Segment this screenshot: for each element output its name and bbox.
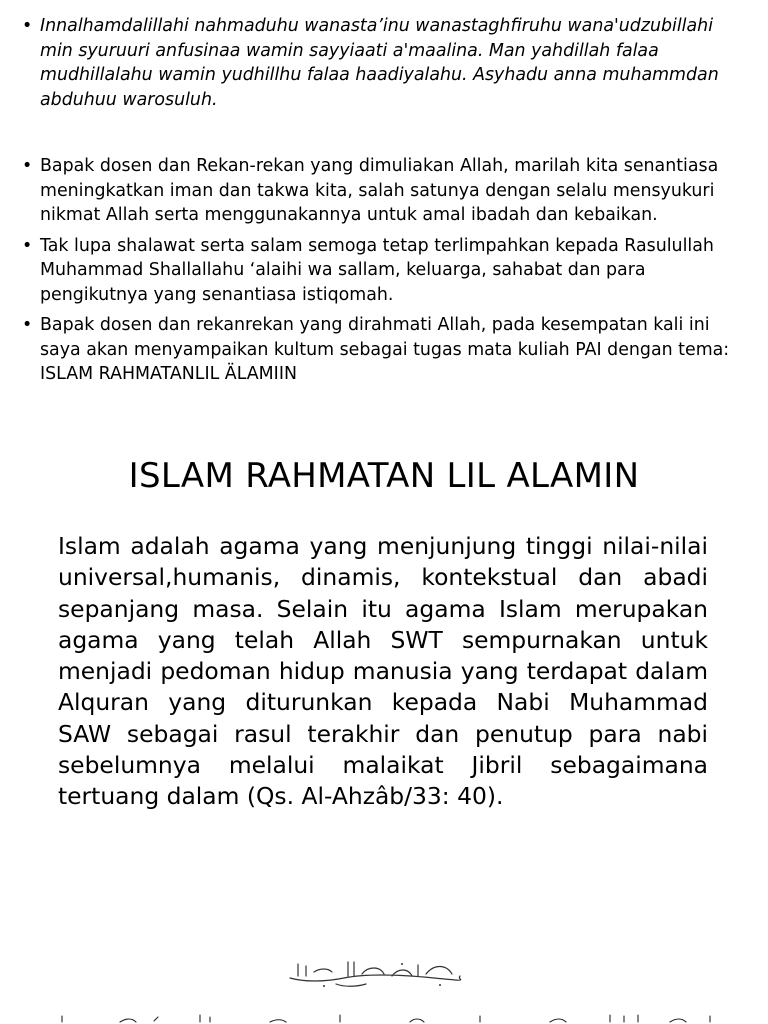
bullet-item (22, 313, 742, 387)
body-paragraph: Islam adalah agama yang menjunjung tinggi nilai-nilai universal,humanis, dinamis, kontekstual dan abadi sepanjang masa. Selain itu agama Islam merupakan agama yang telah Allah SWT sempurnakan untuk menjadi pedoman hidup manusia yang terdapat dalam Alquran yang diturunkan kepada Nabi Muhammad SAW sebagai rasul terakhir dan penutup para nabi sebelumnya melalui malaikat Jibril sebagaimana tertuang dalam (Qs. Al-Ahzâb/33: 40). (58, 532, 708, 811)
bullet-marker: • (22, 156, 33, 176)
bullet-text: Innalhamdalillahi nahmaduhu wanasta’inu wanastaghfiruhu wana'udzubillahi min syuruuri anfusinaa wamin sayyiaati a'maalina. Man yahdillah falaa mudhillalahu wamin yudhillhu falaa haadiyalahu. Asyhadu anna muhammdan abduhuu warosuluh. (40, 16, 719, 110)
bullet-item (22, 14, 742, 112)
basmala-calligraphy-icon (284, 956, 464, 990)
bullet-item (22, 234, 742, 308)
slide-main (0, 400, 768, 1024)
slide-title: ISLAM RAHMATAN LIL ALAMIN (128, 456, 640, 496)
bullet-text: Bapak dosen dan rekanrekan yang dirahmati Allah, pada kesempatan kali ini saya akan menyampaikan kultum sebagai tugas mata kuliah PAI dengan tema: ISLAM RAHMATANLIL ÄLAMIIN (40, 315, 730, 384)
bullet-text: Bapak dosen dan Rekan-rekan yang dimuliakan Allah, marilah kita senantiasa meningkatkan iman dan takwa kita, salah satunya dengan selalu mensyukuri nikmat Allah serta menggunakannya untuk amal ibadah dan kebaikan. (40, 156, 719, 225)
bullet-list (22, 14, 742, 387)
slide-opening (0, 0, 768, 400)
bullet-marker: • (22, 235, 33, 256)
arabic-text-line-icon (50, 1012, 730, 1024)
bullet-marker: • (22, 315, 33, 335)
bullet-text: Tak lupa shalawat serta salam semoga tetap terlimpahkan kepada Rasulullah Muhammad Shallallahu ‘alaihi wa sallam, keluarga, sahabat dan para pengikutnya yang senantiasa istiqomah. (40, 235, 714, 305)
bullet-marker: • (22, 16, 33, 36)
bullet-item (22, 154, 742, 228)
